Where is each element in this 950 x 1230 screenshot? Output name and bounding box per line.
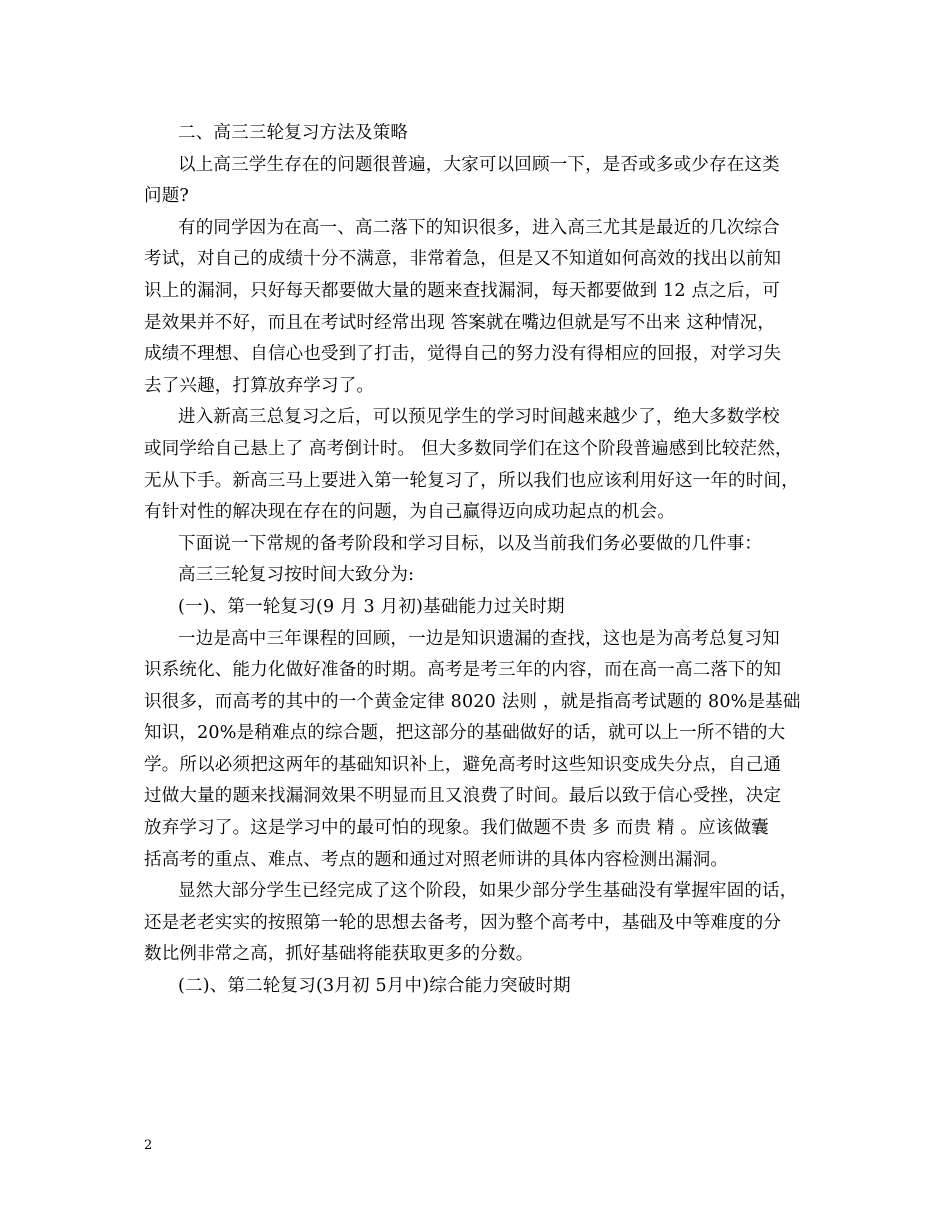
text-line: 识系统化、能力化做好准备的时期。高考是考三年的内容，而在高一高二落下的知 (144, 660, 782, 681)
text-line: 有针对性的解决现在存在的问题，为自己赢得迈向成功起点的机会。 (144, 502, 675, 523)
text-line: 识上的漏洞，只好每天都要做大量的题来查找漏洞，每天都要做到 12 点之后，可 (144, 280, 780, 301)
text-line: 显然大部分学生已经完成了这个阶段，如果少部分学生基础没有掌握牢固的话， (178, 881, 798, 902)
paragraph-round-2-title (144, 971, 824, 1003)
text-line: 是效果并不好，而且在考试时经常出现 答案就在嘴边但就是写不出来 这种情况， (144, 312, 776, 333)
text-line: 去了兴趣，打算放弃学习了。 (144, 375, 375, 396)
text-line: 还是老老实实的按照第一轮的思想去备考，因为整个高考中，基础及中等难度的分 (144, 912, 782, 933)
text-line: 问题? (144, 186, 189, 207)
text-line: 一边是高中三年课程的回顾，一边是知识遗漏的查找，这也是为高考总复习知 (178, 628, 780, 649)
text-line: 学。所以必须把这两年的基础知识补上，避免高考时这些知识变成失分点，自己通 (144, 754, 782, 775)
paragraph-three-rounds (144, 560, 824, 592)
page-number: 2 (144, 1138, 153, 1153)
text-line: 进入新高三总复习之后，可以预见学生的学习时间越来越少了，绝大多数学校 (178, 407, 780, 428)
text-line: 有的同学因为在高一、高二落下的知识很多，进入高三尤其是最近的几次综合 (178, 217, 780, 238)
paragraph-new-senior (144, 402, 824, 528)
text-line: 高三三轮复习按时间大致分为: (178, 565, 415, 586)
text-line: 或同学给自己悬上了 高考倒计时。 但大多数同学们在这个阶段普遍感到比较茫然， (144, 438, 793, 459)
text-line: 成绩不理想、自信心也受到了打击，觉得自己的努力没有得相应的回报，对学习失 (144, 344, 782, 365)
text-line: 过做大量的题来找漏洞效果不明显而且又浪费了时间。最后以致于信心受挫，决定 (144, 786, 782, 807)
text-line: 二、高三三轮复习方法及策略 (178, 123, 409, 143)
text-line: (二)、第二轮复习(3月初 5月中)综合能力突破时期 (178, 976, 571, 997)
paragraph-weak-students (144, 213, 824, 403)
paragraph-round-1-note (144, 876, 824, 971)
text-line: 无从下手。新高三马上要进入第一轮复习了，所以我们也应该利用好这一年的时间， (144, 470, 799, 491)
text-line: 数比例非常之高，抓好基础将能获取更多的分数。 (144, 944, 534, 965)
text-line: 知识，20%是稍难点的综合题，把这部分的基础做好的话，就可以上一所不错的大 (144, 723, 786, 744)
text-line: 考试，对自己的成绩十分不满意，非常着急，但是又不知道如何高效的找出以前知 (144, 249, 782, 270)
text-line: 放弃学习了。这是学习中的最可怕的现象。我们做题不贵 多 而贵 精 。应该做囊 (144, 818, 769, 839)
paragraph-intro (144, 150, 824, 213)
text-line: (一)、第一轮复习(9 月 3 月初)基础能力过关时期 (178, 596, 565, 617)
text-line: 以上高三学生存在的问题很普遍，大家可以回顾一下，是否或多或少存在这类 (178, 154, 780, 175)
paragraph-round-1-title (144, 592, 824, 624)
text-line: 识很多，而高考的其中的一个黄金定律 8020 法则 ，就是指高考试题的 80%是基础 (144, 691, 801, 712)
paragraph-stages-intro (144, 529, 824, 561)
text-line: 括高考的重点、难点、考点的题和通过对照老师讲的具体内容检测出漏洞。 (144, 849, 729, 870)
document-body (144, 118, 824, 1003)
text-line: 下面说一下常规的备考阶段和学习目标，以及当前我们务必要做的几件事： (178, 533, 763, 554)
paragraph-heading-2 (144, 118, 824, 150)
paragraph-round-1-body (144, 624, 824, 877)
